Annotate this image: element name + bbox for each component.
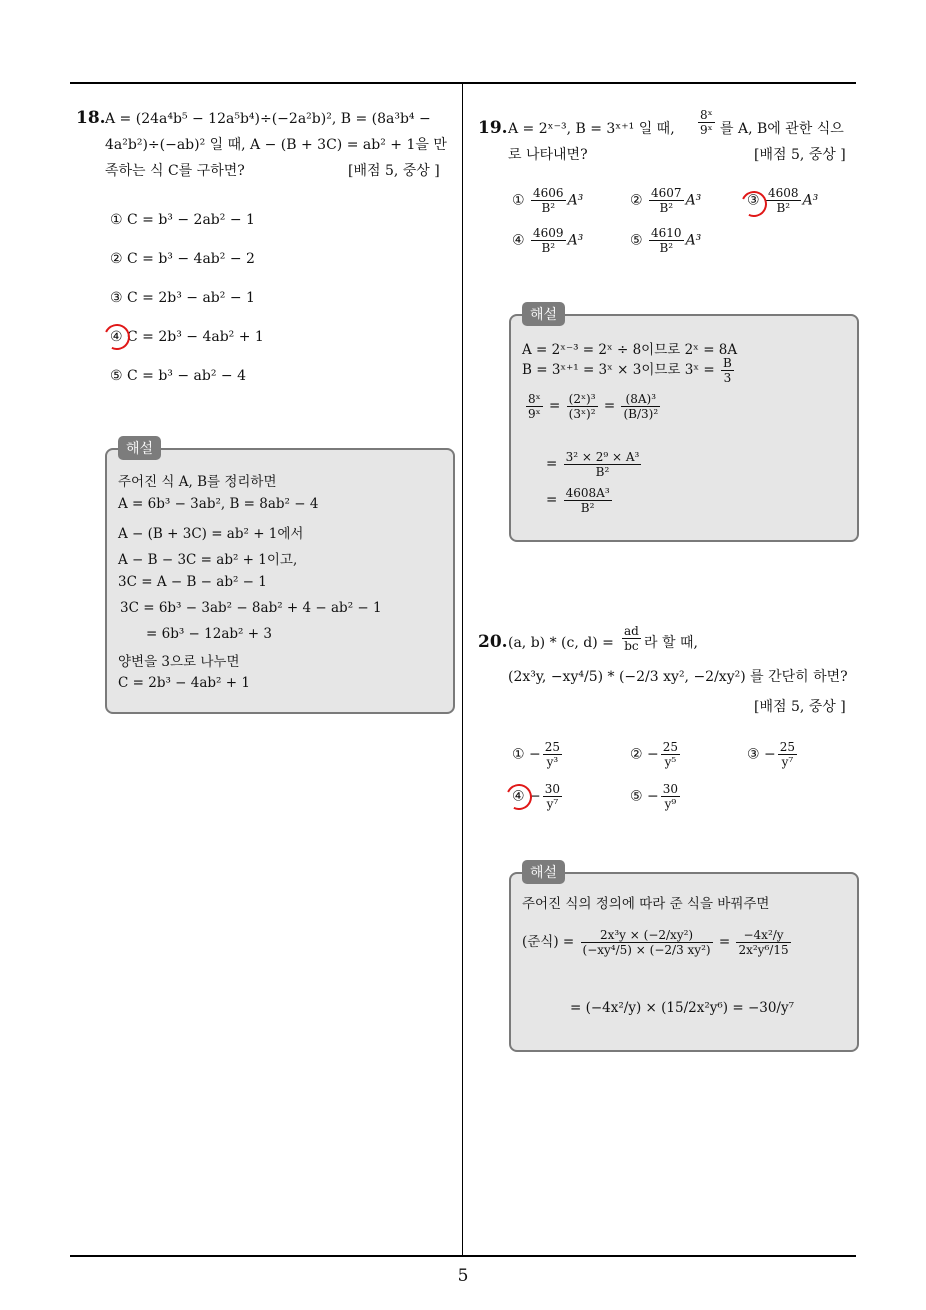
solution-line — [522, 356, 736, 385]
choice-2[interactable]: ② − $\frac{25}{\text{y⁵}}$ — [630, 740, 679, 769]
choice-label: ① — [512, 192, 525, 209]
fraction-numerator: (8A)³ — [621, 392, 660, 407]
fraction-numerator: 3² × 2⁹ × A³ — [565, 450, 640, 464]
solution-fraction — [564, 486, 612, 515]
choice-label: ⑤ — [630, 232, 643, 249]
choice-fraction — [766, 186, 801, 215]
score-label: [배점 5, 중상 ] — [348, 163, 440, 179]
fraction-denominator: 9ˣ — [700, 123, 713, 137]
solution-fraction — [736, 928, 790, 957]
solution-tag: 해설 — [522, 860, 565, 884]
choice-fraction — [649, 226, 684, 255]
fraction-denominator: bc — [624, 639, 639, 653]
solution-line: 3C = A − B − ab² − 1 — [118, 574, 267, 590]
choice-4[interactable]: ④ C = 2b³ − 4ab² + 1 — [110, 329, 264, 345]
solution-fraction — [621, 392, 660, 421]
fraction-numerator: 4608A³ — [565, 486, 610, 500]
fraction-numerator: 25 — [662, 740, 679, 754]
choice-3[interactable]: ③ − $\frac{25}{\text{y⁷}}$ — [747, 740, 796, 769]
choice-tail: A³ — [685, 232, 702, 249]
fraction-denominator: y³ — [546, 755, 559, 769]
fraction-denominator: B² — [595, 465, 610, 479]
choice-tail: A³ — [802, 192, 819, 209]
fraction-denominator: y⁷ — [546, 797, 559, 811]
fraction-numerator: 8ˣ — [528, 392, 541, 406]
choice-label: ② — [630, 192, 643, 209]
choice-fraction — [661, 782, 680, 811]
choice-4[interactable] — [512, 226, 583, 255]
solution-line: = (−4x²/y) × (15/2x²y⁶) = −30/y⁷ — [570, 1000, 795, 1016]
choice-2[interactable]: ② C = b³ − 4ab² − 2 — [110, 251, 255, 267]
fraction-numerator: ad — [624, 624, 639, 638]
solution-line: 3C = 6b³ − 3ab² − 8ab² + 4 − ab² − 1 — [120, 600, 382, 616]
fraction-numerator: −4x²/y — [736, 928, 790, 943]
solution-text: B = 3ˣ⁺¹ = 3ˣ × 3이므로 3ˣ = — [522, 362, 715, 378]
score-label: [배점 5, 중상 ] — [754, 147, 846, 163]
question-fraction — [622, 624, 641, 653]
bottom-rule — [70, 1255, 856, 1257]
fraction-numerator: B — [722, 356, 732, 370]
choice-fraction — [778, 740, 797, 769]
solution-line: = 6b³ − 12ab² + 3 — [146, 626, 272, 642]
solution-line: 양변을 3으로 나누면 — [118, 654, 240, 670]
solution-line: (준식) = $\frac{\text{2x³y × (−2/xy²)}}{\text{(−xy⁴/5) × (−2/3 xy²)}}$ = $\frac{\text{−4x²/y}}{\text{2x²y⁶/15}}$ — [522, 928, 789, 957]
score-label: [배점 5, 중상 ] — [754, 699, 846, 715]
fraction-denominator: 9ˣ — [528, 407, 541, 421]
fraction-numerator: 25 — [544, 740, 561, 754]
fraction-numerator: 2x³y × (−2/xy²) — [581, 928, 713, 943]
fraction-denominator: (B/3)² — [623, 407, 659, 421]
solution-fraction — [526, 392, 543, 421]
fraction-numerator: 25 — [779, 740, 796, 754]
choice-label: ① — [512, 746, 525, 763]
fraction-numerator: 4609 — [533, 226, 564, 240]
choice-5[interactable] — [630, 226, 701, 255]
solution-line: A = 6b³ − 3ab², B = 8ab² − 4 — [118, 496, 319, 512]
solution-fraction — [581, 928, 713, 957]
choice-tail: A³ — [567, 192, 584, 209]
choice-fraction — [543, 782, 562, 811]
fraction-denominator: B² — [659, 241, 674, 255]
column-divider — [462, 84, 463, 1256]
fraction-denominator: (−xy⁴/5) × (−2/3 xy²) — [582, 943, 711, 957]
fraction-numerator: 30 — [662, 782, 679, 796]
fraction-denominator: B² — [541, 201, 556, 215]
solution-line: A − (B + 3C) = ab² + 1에서 — [118, 526, 304, 542]
fraction-denominator: B² — [659, 201, 674, 215]
solution-line: = $\frac{\text{3² × 2⁹ × A³}}{\text{B²}}$ — [546, 450, 640, 479]
choice-label: ④ — [512, 788, 525, 805]
fraction-numerator: 4606 — [533, 186, 564, 200]
solution-tag: 해설 — [522, 302, 565, 326]
fraction-numerator: 30 — [544, 782, 561, 796]
solution-fraction — [567, 392, 598, 421]
question-text-line-1: A = (24a⁴b⁵ − 12a⁵b⁴)÷(−2a²b)², B = (8a³b⁴ − — [105, 111, 431, 127]
question-text-line-1a: (a, b) * (c, d) = — [508, 635, 614, 651]
choice-5[interactable]: ⑤ − $\frac{30}{\text{y⁹}}$ — [630, 782, 679, 811]
solution-fraction — [564, 450, 642, 479]
fraction-denominator: B² — [541, 241, 556, 255]
fraction-denominator: y⁵ — [664, 755, 677, 769]
question-number: 19. — [478, 118, 508, 138]
choice-label: ② — [630, 746, 643, 763]
page-number: 5 — [457, 1266, 469, 1286]
question-text-line-2: 4a²b²)÷(−ab)² 일 때, A − (B + 3C) = ab² + 1을 만 — [105, 137, 447, 153]
solution-line: = $\frac{\text{4608A³}}{\text{B²}}$ — [546, 486, 610, 515]
question-text-line-1b: 라 할 때, — [644, 635, 698, 651]
answer-mark-circle — [100, 320, 133, 353]
question-text-line-2: (2x³y, −xy⁴/5) * (−2/3 xy², −2/xy²) 를 간단히 하면? — [508, 669, 848, 685]
choice-1[interactable]: ① − $\frac{25}{\text{y³}}$ — [512, 740, 561, 769]
choice-label: ③ — [747, 192, 760, 209]
fraction-numerator: (2ˣ)³ — [568, 392, 596, 406]
choice-4[interactable]: ④ − $\frac{30}{\text{y⁷}}$ — [512, 782, 561, 811]
question-number: 20. — [478, 632, 508, 652]
solution-line: A = 2ˣ⁻³ = 2ˣ ÷ 8이므로 2ˣ = 8A — [522, 342, 738, 358]
choice-fraction — [661, 740, 680, 769]
choice-3[interactable]: ③ C = 2b³ − ab² − 1 — [110, 290, 255, 306]
question-text-line-2: 로 나타내면? — [508, 147, 588, 163]
fraction-denominator: 2x²y⁶/15 — [738, 943, 789, 957]
fraction-denominator: B² — [776, 201, 791, 215]
question-text-line-1a: A = 2ˣ⁻³, B = 3ˣ⁺¹ 일 때, — [508, 121, 675, 137]
fraction-numerator: 4607 — [651, 186, 682, 200]
solution-line: A − B − 3C = ab² + 1이고, — [118, 552, 298, 568]
choice-fraction — [649, 186, 684, 215]
solution-fraction — [721, 356, 734, 385]
question-fraction — [698, 108, 715, 137]
question-number: 18. — [76, 108, 106, 128]
solution-line: C = 2b³ − 4ab² + 1 — [118, 675, 250, 691]
fraction-denominator: y⁷ — [781, 755, 794, 769]
choice-tail: A³ — [685, 192, 702, 209]
question-text-line-1b: 를 A, B에 관한 식으 — [720, 121, 844, 137]
choice-5[interactable]: ⑤ C = b³ − ab² − 4 — [110, 368, 247, 384]
choice-fraction — [531, 226, 566, 255]
fraction-numerator: 4608 — [768, 186, 799, 200]
choice-2[interactable] — [630, 186, 701, 215]
choice-label: ④ — [512, 232, 525, 249]
choice-label: ③ — [747, 746, 760, 763]
choice-1[interactable] — [512, 186, 583, 215]
solution-tag: 해설 — [118, 436, 161, 460]
fraction-denominator: B² — [580, 501, 595, 515]
top-rule — [70, 82, 856, 84]
fraction-denominator: y⁹ — [664, 797, 677, 811]
fraction-denominator: (3ˣ)² — [568, 407, 596, 421]
choice-1[interactable]: ① C = b³ − 2ab² − 1 — [110, 212, 255, 228]
solution-line: $\frac{\text{8ˣ}}{\text{9ˣ}}$ = $\frac{\text{(2ˣ)³}}{\text{(3ˣ)²}}$ = $\frac{\text{(8A)³}}{\text{(B/3)²}}$ — [528, 392, 659, 421]
solution-line: 주어진 식 A, B를 정리하면 — [118, 474, 277, 490]
choice-fraction — [543, 740, 562, 769]
question-text-line-3: 족하는 식 C를 구하면? — [105, 163, 245, 179]
solution-line: 주어진 식의 정의에 따라 준 식을 바꿔주면 — [522, 896, 770, 912]
fraction-denominator: 3 — [723, 371, 732, 385]
fraction-numerator: 4610 — [651, 226, 682, 240]
choice-tail: A³ — [567, 232, 584, 249]
solution-text: (준식) = — [522, 934, 575, 950]
choice-label: ⑤ — [630, 788, 643, 805]
fraction-numerator: 8ˣ — [700, 108, 713, 122]
choice-fraction — [531, 186, 566, 215]
